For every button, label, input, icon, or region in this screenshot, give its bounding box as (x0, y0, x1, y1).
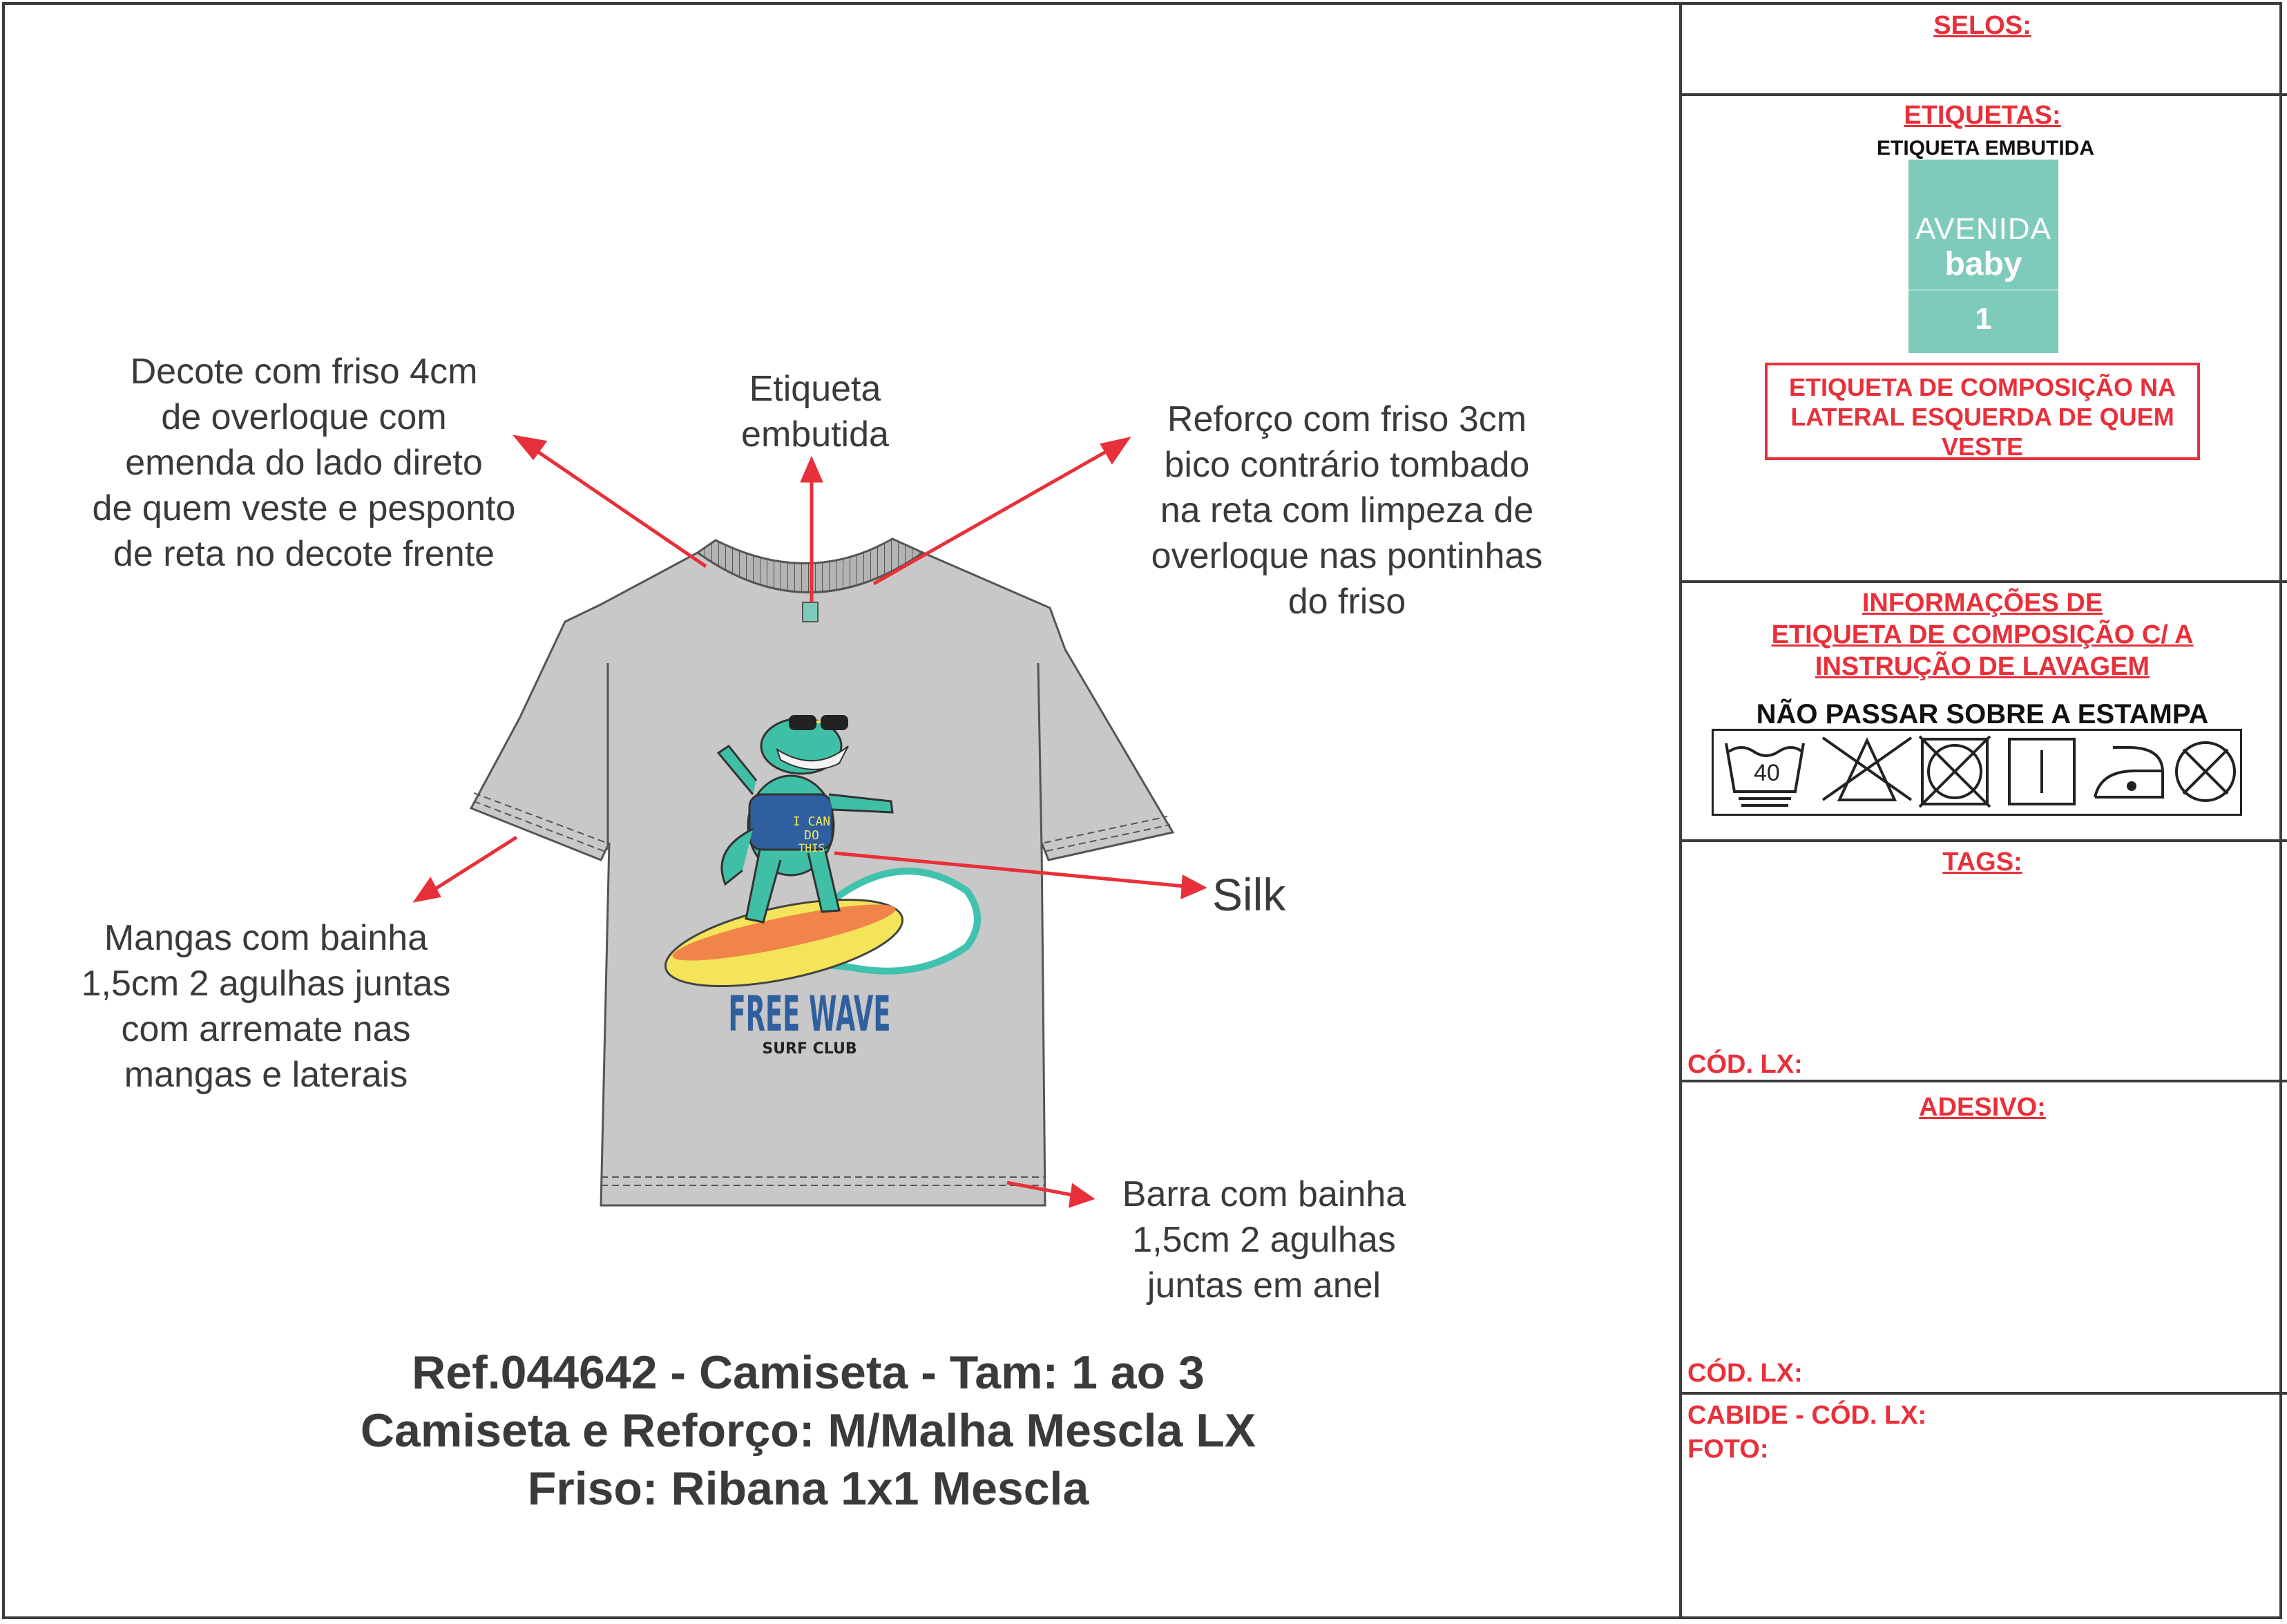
wash-temp: 40 (1754, 760, 1780, 786)
cod-lx-adesivo: CÓD. LX: (1687, 1359, 1803, 1388)
divider-1 (1679, 93, 2287, 96)
note-line: Decote com friso 4cm (130, 352, 478, 392)
arrow-silk-head (1183, 877, 1203, 897)
composition-line: LATERAL ESQUERDA DE QUEM (1790, 403, 2174, 431)
note-line: com arremate nas (121, 1009, 411, 1049)
care-symbols-box (1712, 729, 2242, 816)
brand-sub: baby (1944, 246, 2022, 283)
divider-4 (1679, 1080, 2287, 1082)
cabide-label: CABIDE - CÓD. LX: (1687, 1401, 1927, 1430)
note-reforco (1084, 397, 1609, 624)
adesivo-title: ADESIVO: (1919, 1093, 2046, 1122)
divider-3 (1679, 839, 2287, 842)
print-subtitle: SURF CLUB (762, 1040, 857, 1058)
care-info-line: ETIQUETA DE COMPOSIÇÃO C/ A (1771, 620, 2194, 649)
arrow-mangas (432, 837, 517, 891)
note-line: 1,5cm 2 agulhas (1132, 1220, 1396, 1260)
foto-label: FOTO: (1687, 1435, 1769, 1464)
no-bleach-icon (1823, 738, 1911, 800)
divider-2 (1679, 580, 2287, 583)
note-barra (1078, 1172, 1451, 1308)
chest-text-2: DO (804, 828, 819, 843)
note-line: Barra com bainha (1122, 1174, 1406, 1214)
etiqueta-embutida-label: ETIQUETA EMBUTIDA (1877, 137, 2094, 160)
note-decote (41, 349, 566, 577)
line-dry-icon (2009, 739, 2074, 804)
divider-5 (1679, 1392, 2287, 1395)
arrow-etiqueta-head (803, 460, 821, 481)
arrow-reforco (874, 449, 1111, 584)
note-line: bico contrário tombado (1164, 445, 1530, 485)
note-line: embutida (741, 414, 889, 455)
cod-lx-tags: CÓD. LX: (1687, 1050, 1803, 1079)
composition-line: VESTE (1941, 432, 2024, 461)
title-line-ref: Ref.044642 - Camiseta - Tam: 1 ao 3 (412, 1346, 1205, 1399)
brand-separator (1908, 289, 2058, 291)
note-line: Etiqueta (749, 369, 881, 409)
note-line: Reforço com friso 3cm (1167, 399, 1527, 439)
note-line: de reta no decote frente (113, 534, 495, 574)
selos-title: SELOS: (1933, 11, 2031, 40)
brand-label (1908, 160, 2058, 353)
note-line: 1,5cm 2 agulhas juntas (81, 964, 451, 1004)
note-line: mangas e laterais (124, 1055, 408, 1095)
brand-size: 1 (1975, 302, 1992, 336)
spec-title (207, 1344, 1409, 1518)
neck-label-tab (803, 602, 818, 622)
note-line: de quem veste e pesponto (92, 488, 516, 528)
etiquetas-title: ETIQUETAS: (1904, 101, 2061, 130)
note-line: overloque nas pontinhas (1151, 536, 1543, 576)
note-etiqueta (677, 366, 953, 457)
iron-low-icon (2095, 747, 2163, 797)
composition-line: ETIQUETA DE COMPOSIÇÃO NA (1788, 373, 2176, 401)
tags-title: TAGS: (1942, 848, 2022, 877)
no-tumble-dry-icon (1920, 736, 1990, 807)
chest-text-3: THIS (798, 841, 825, 854)
note-line: juntas em anel (1147, 1265, 1381, 1306)
note-line: do friso (1288, 582, 1406, 622)
care-info-line: INSTRUÇÃO DE LAVAGEM (1815, 652, 2150, 681)
nao-passar-warning: NÃO PASSAR SOBRE A ESTAMPA (1756, 699, 2209, 729)
note-line: Mangas com bainha (104, 918, 428, 958)
note-line: emenda do lado direto (125, 443, 483, 483)
chest-text-1: I CAN (792, 814, 831, 829)
care-info-line: INFORMAÇÕES DE (1862, 589, 2103, 618)
title-line-fabric: Camiseta e Reforço: M/Malha Mescla LX (360, 1404, 1256, 1457)
care-symbols (1714, 731, 2240, 814)
note-mangas (28, 915, 504, 1098)
no-dry-clean-icon (2176, 743, 2235, 801)
print-title: FREE WAVE (728, 986, 891, 1042)
title-line-friso: Friso: Ribana 1x1 Mescla (527, 1462, 1089, 1515)
care-info-title (1682, 587, 2283, 682)
composition-label-box (1765, 363, 2200, 460)
right-panel-divider (1679, 2, 1682, 1619)
brand-name: AVENIDA (1915, 212, 2051, 246)
note-line: de overloque com (161, 397, 447, 437)
note-silk: Silk (1212, 869, 1286, 920)
note-line: na reta com limpeza de (1160, 490, 1534, 531)
arrow-mangas-head (417, 880, 439, 900)
